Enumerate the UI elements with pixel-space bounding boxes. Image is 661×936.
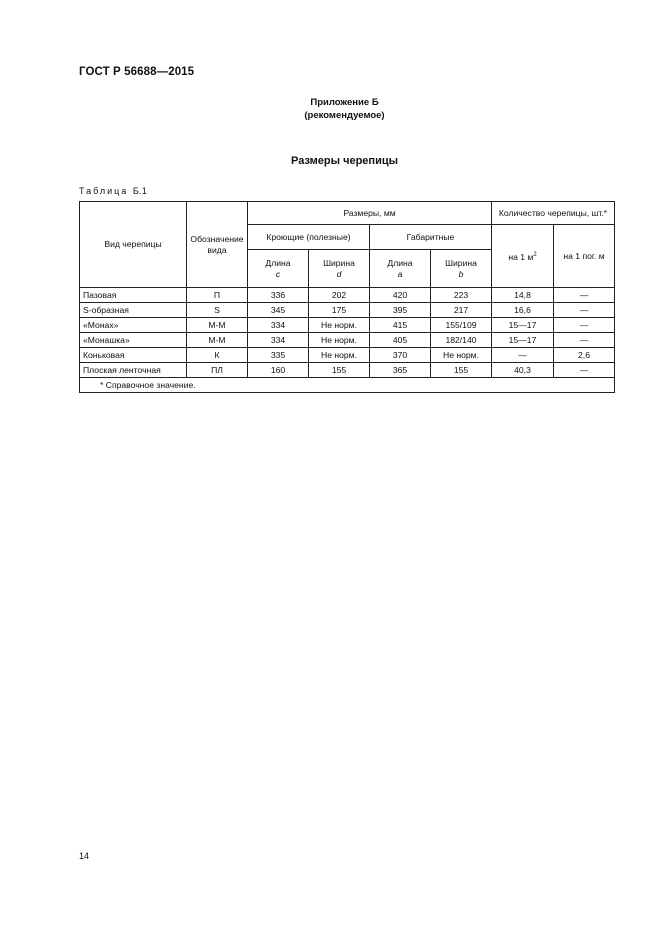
header-tile-type: Вид черепицы <box>80 202 187 288</box>
table-row <box>80 333 615 348</box>
length-label: Длина <box>265 257 291 268</box>
cell-overall-width: 182/140 <box>431 333 492 348</box>
header-per-lm: на 1 пог. м <box>554 225 615 288</box>
width-label: Ширина <box>445 257 477 268</box>
cell-type: Коньковая <box>80 348 187 363</box>
header-per-m2 <box>492 225 554 288</box>
cell-type: «Монах» <box>80 318 187 333</box>
header-overall-width <box>431 250 492 288</box>
cell-covering-length: 345 <box>248 303 309 318</box>
cell-overall-width: 155 <box>431 363 492 378</box>
cell-covering-width: Не норм. <box>309 348 370 363</box>
header-covering-length <box>248 250 309 288</box>
cell-code: П <box>187 288 248 303</box>
header-type-code: Обозначение вида <box>187 202 248 288</box>
header-covering-width <box>309 250 370 288</box>
var-c: c <box>275 268 281 279</box>
cell-per-m2: 16,6 <box>492 303 554 318</box>
table-row <box>80 303 615 318</box>
cell-per-m2: 15—17 <box>492 333 554 348</box>
cell-overall-length: 395 <box>370 303 431 318</box>
cell-overall-length: 405 <box>370 333 431 348</box>
cell-covering-width: Не норм. <box>309 333 370 348</box>
cell-type: Пазовая <box>80 288 187 303</box>
var-b: b <box>458 268 464 279</box>
cell-code: ПЛ <box>187 363 248 378</box>
header-per-m2-exponent: 2 <box>533 251 537 258</box>
cell-code: S <box>187 303 248 318</box>
header-sizes-group: Размеры, мм <box>248 202 492 225</box>
var-d: d <box>336 268 342 279</box>
cell-per-m2: — <box>492 348 554 363</box>
cell-overall-width: 217 <box>431 303 492 318</box>
table-caption-number: Б.1 <box>132 186 148 196</box>
cell-covering-length: 160 <box>248 363 309 378</box>
cell-covering-length: 336 <box>248 288 309 303</box>
cell-covering-width: 155 <box>309 363 370 378</box>
cell-type: Плоская ленточная <box>80 363 187 378</box>
cell-covering-length: 334 <box>248 333 309 348</box>
cell-overall-width: 155/109 <box>431 318 492 333</box>
table-caption <box>79 186 147 196</box>
cell-per-m2: 14,8 <box>492 288 554 303</box>
header-quantity-group: Количество черепицы, шт.* <box>492 202 615 225</box>
cell-covering-width: Не норм. <box>309 318 370 333</box>
header-overall: Габаритные <box>370 225 492 250</box>
cell-per-lm: — <box>554 318 615 333</box>
cell-type: «Монашка» <box>80 333 187 348</box>
header-covering: Кроющие (полезные) <box>248 225 370 250</box>
var-a: a <box>397 268 403 279</box>
cell-per-lm: — <box>554 303 615 318</box>
cell-overall-width: 223 <box>431 288 492 303</box>
cell-per-m2: 40,3 <box>492 363 554 378</box>
cell-code: М-М <box>187 318 248 333</box>
table-footnote: * Справочное значение. <box>80 378 615 393</box>
cell-overall-length: 420 <box>370 288 431 303</box>
cell-code: М-М <box>187 333 248 348</box>
table-row <box>80 348 615 363</box>
section-title: Размеры черепицы <box>291 155 398 167</box>
cell-code: К <box>187 348 248 363</box>
cell-overall-width: Не норм. <box>431 348 492 363</box>
appendix-status: (рекомендуемое) <box>304 110 385 121</box>
table-row <box>80 363 615 378</box>
header-overall-length <box>370 250 431 288</box>
cell-per-lm: 2,6 <box>554 348 615 363</box>
cell-per-lm: — <box>554 333 615 348</box>
cell-type: S-образная <box>80 303 187 318</box>
appendix-heading <box>0 96 661 122</box>
cell-covering-width: 175 <box>309 303 370 318</box>
table-footnote-row <box>80 378 615 393</box>
cell-overall-length: 370 <box>370 348 431 363</box>
cell-per-lm: — <box>554 288 615 303</box>
document-header: ГОСТ Р 56688—2015 <box>79 66 195 78</box>
cell-per-m2: 15—17 <box>492 318 554 333</box>
page-number: 14 <box>79 851 90 861</box>
cell-covering-length: 334 <box>248 318 309 333</box>
table-row <box>80 288 615 303</box>
cell-per-lm: — <box>554 363 615 378</box>
table-caption-prefix: Таблица <box>79 186 129 196</box>
width-label: Ширина <box>323 257 355 268</box>
appendix-label: Приложение Б <box>310 97 379 108</box>
cell-overall-length: 415 <box>370 318 431 333</box>
tile-dimensions-table <box>79 201 615 393</box>
cell-covering-width: 202 <box>309 288 370 303</box>
length-label: Длина <box>387 257 413 268</box>
cell-overall-length: 365 <box>370 363 431 378</box>
header-per-m2-label: на 1 м <box>508 251 534 262</box>
cell-covering-length: 335 <box>248 348 309 363</box>
table-row <box>80 318 615 333</box>
